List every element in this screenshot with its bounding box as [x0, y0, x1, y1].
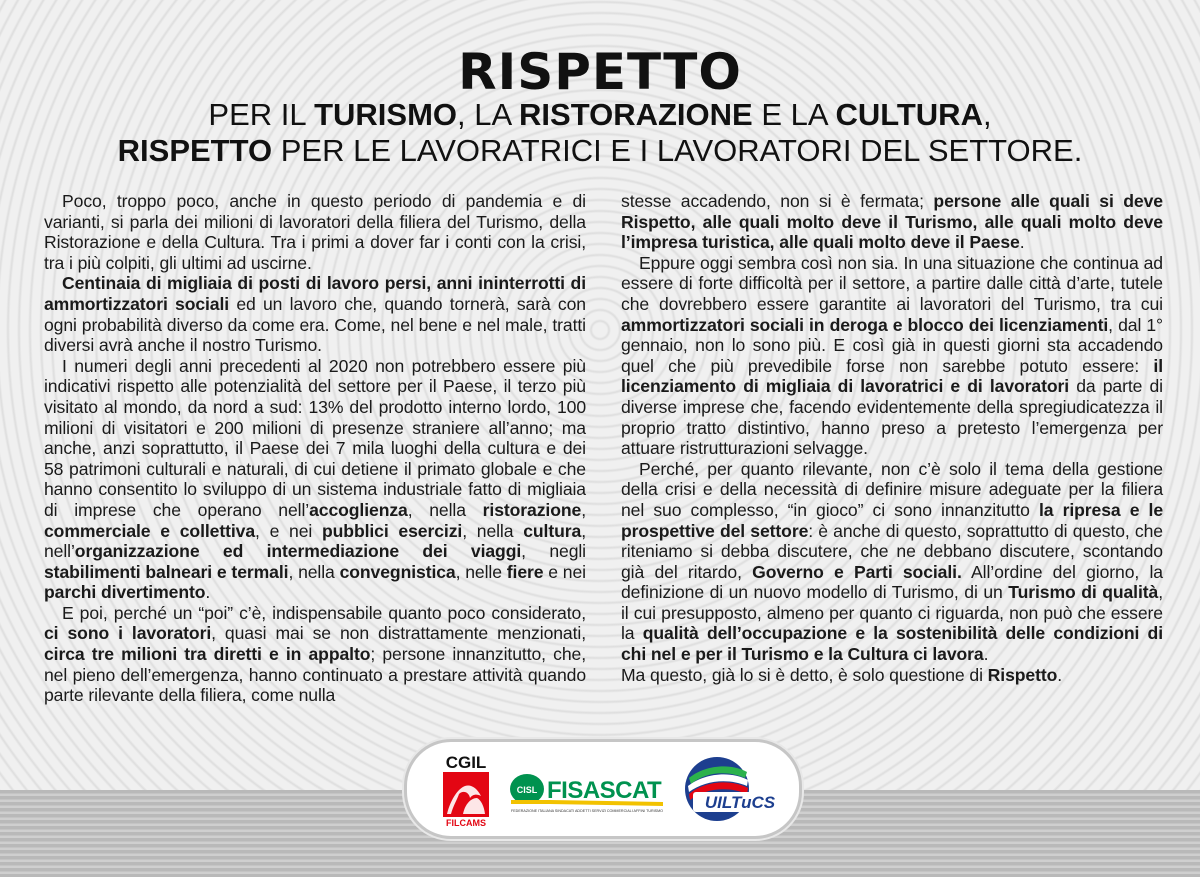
body-paragraph	[621, 665, 1163, 686]
subtitle-segment: PER IL	[208, 97, 315, 132]
bold-text-run: convegnistica	[339, 561, 456, 582]
fisascat-name: FISASCAT	[547, 777, 662, 804]
text-run: E poi, perché un “poi” c’è, indispensabile quanto poco considerato,	[62, 602, 586, 623]
bold-text-run: la ripresa e le prospettive del settore	[621, 499, 1163, 541]
text-run: Ma questo, già lo si è detto, è solo questione di	[621, 664, 988, 685]
text-run: ed un lavoro che, quando tornerà, sarà con ogni probabilità diverso da come era. Come, nel bene e nel male, tratti diversi avrà anche il nostro Turismo.	[44, 293, 586, 356]
subtitle-segment: TURISMO	[314, 97, 457, 132]
text-run: , negli	[521, 541, 586, 562]
text-run: ; persone innanzitutto, che, nel pieno dell’emergenza, hanno continuato a prestare attività quando parte rilevante della filiera, come nulla	[44, 644, 586, 706]
text-run: Poco, troppo poco, anche in questo periodo di pandemia e di varianti, si parla dei milioni di lavoratori della filiera del Turismo, della Ristorazione e della Cultura. Tra i primi a dover far i conti con la crisi, tra i più colpiti, gli ultimi ad uscirne.	[44, 191, 586, 273]
bold-text-run: accoglienza	[309, 499, 408, 520]
text-run: : è anche di questo, soprattutto di questo, che riteniamo si debba discutere, che ne debbano discutere, scontando già del ritardo,	[621, 520, 1163, 582]
bold-text-run: Governo e Parti sociali.	[752, 561, 962, 582]
text-run: , dal 1° gennaio, non lo sono più. E così già in questi giorni sta accadendo quel che più prevedibile forse non sarebbe potuto essere:	[621, 314, 1163, 376]
text-run: ,	[581, 499, 586, 520]
text-run: , nell’	[44, 520, 586, 562]
text-run: All’ordine del giorno, la definizione di un nuovo modello di Turismo, di un	[621, 561, 1163, 603]
text-run: , nelle	[455, 561, 507, 582]
body-paragraph	[621, 191, 1163, 253]
subtitle-segment: CULTURA	[835, 97, 983, 132]
bold-text-run: Rispetto	[987, 664, 1058, 685]
uiltucs-logo	[685, 757, 787, 821]
bold-text-run: Centinaia di migliaia di posti di lavoro persi, anni ininterrotti di ammortizzatori sociali	[44, 273, 586, 314]
body-paragraph	[44, 356, 586, 603]
cgil-logo-title: CGIL	[445, 753, 487, 772]
bold-text-run: qualità dell’occupazione e la sostenibilità delle condizioni di chi nel e per il Turismo e la Cultura ci lavora	[621, 623, 1163, 665]
subtitle-segment: ,	[982, 97, 992, 132]
uiltucs-name: UILTuCS	[704, 793, 776, 812]
bold-text-run: circa tre milioni tra diretti e in appalto	[44, 644, 371, 665]
bold-text-run: parchi divertimento	[44, 582, 206, 603]
cisl-badge-label: CISL	[516, 785, 538, 795]
bold-text-run: ci sono i lavoratori	[44, 623, 212, 644]
subtitle-segment: RISPETTO	[117, 133, 273, 168]
left-column	[44, 191, 586, 706]
text-run: stesse accadendo, non si è fermata;	[621, 191, 934, 211]
fisascat-caption: FEDERAZIONE ITALIANA SINDACATI ADDETTI SERVIZI COMMERCIALI AFFINI TURISMO	[511, 809, 664, 813]
union-logos-bar	[404, 739, 802, 839]
text-run: .	[1057, 664, 1063, 685]
body-paragraph	[621, 459, 1163, 665]
subtitle-segment: RISTORAZIONE	[519, 97, 753, 132]
filcams-label: FILCAMS	[446, 818, 486, 828]
text-run: I numeri degli anni precedenti al 2020 non potrebbero essere più indicativi rispetto alle potenzialità del settore per il Paese, il terzo più visitato al mondo, da nord a sud: 13% del prodotto interno lordo, 100 milioni di visitatori e 200 milioni di presenze straniere all’anno; ma anche, anzi soprattutto, il Paese dei 7 mila luoghi della cultura e dei 58 patrimoni culturali e naturali, di cui detiene il primato globale e che hanno consentito lo sviluppo di un sistema industriale fatto di migliaia di imprese che operano nell’	[44, 355, 586, 520]
text-run: , nella	[288, 561, 340, 582]
text-run: , quasi mai se non distrattamente menzionati,	[211, 623, 587, 644]
bold-text-run: organizzazione ed intermediazione dei viaggi	[74, 541, 522, 562]
right-column	[621, 191, 1163, 685]
text-run: , nella	[462, 520, 524, 541]
bold-text-run: pubblici esercizi	[322, 520, 463, 541]
body-paragraph	[621, 253, 1163, 459]
bold-text-run: il licenziamento di migliaia di lavoratrici e di lavoratori	[621, 355, 1163, 397]
subtitle-segment: E LA	[752, 97, 836, 132]
text-run: , il cui presupposto, almeno per quanto ci riguarda, non può che essere la	[621, 582, 1163, 644]
cisl-fisascat-logo	[510, 774, 664, 813]
text-run: , e nei	[255, 520, 322, 541]
body-paragraph	[44, 603, 586, 706]
text-run: Perché, per quanto rilevante, non c’è solo il tema della gestione della crisi e della necessità di definire misure adeguate per la filiera nel suo complesso, “in gioco” ci sono innanzitutto	[621, 458, 1163, 520]
page-title: RISPETTO	[458, 43, 742, 101]
cgil-filcams-logo	[442, 752, 490, 828]
text-run: , nella	[407, 499, 483, 520]
bold-text-run: fiere	[506, 561, 544, 582]
subtitle-segment: PER LE LAVORATRICI E I LAVORATORI DEL SETTORE.	[272, 133, 1083, 168]
text-run: Eppure oggi sembra così non sia. In una situazione che continua ad essere di forte difficoltà per il settore, a partire dalle città d’arte, tutele che dovrebbero essere garantite ai lavoratori del Turismo, tra cui	[621, 252, 1163, 314]
text-run: da parte di diverse imprese che, facendo evidentemente della spregiudicatezza il proprio tratto distintivo, hanno preso a pretesto l’emergenza per attuare ristrutturazioni selvagge.	[621, 376, 1163, 459]
text-run: e nei	[543, 561, 586, 582]
text-run: .	[983, 644, 989, 665]
subtitle-line-1	[0, 98, 1200, 132]
bold-text-run: commerciale e collettiva	[44, 520, 255, 541]
bold-text-run: persone alle quali si deve Rispetto, alle quali molto deve il Turismo, alle quali molto deve l’impresa turistica, alle quali molto deve il Paese	[621, 191, 1163, 253]
text-run: .	[1019, 232, 1025, 253]
subtitle-line-2	[0, 134, 1200, 168]
bold-text-run: cultura	[523, 520, 582, 541]
bold-text-run: ammortizzatori sociali in deroga e blocco dei licenziamenti	[621, 314, 1109, 335]
text-run: .	[205, 582, 211, 603]
bold-text-run: stabilimenti balneari e termali	[44, 561, 289, 582]
bold-text-run: Turismo di qualità	[1008, 582, 1159, 603]
body-paragraph	[44, 191, 586, 273]
body-paragraph	[44, 273, 586, 355]
union-logos	[407, 742, 799, 836]
subtitle-segment: , LA	[457, 97, 520, 132]
bold-text-run: ristorazione	[482, 499, 582, 520]
